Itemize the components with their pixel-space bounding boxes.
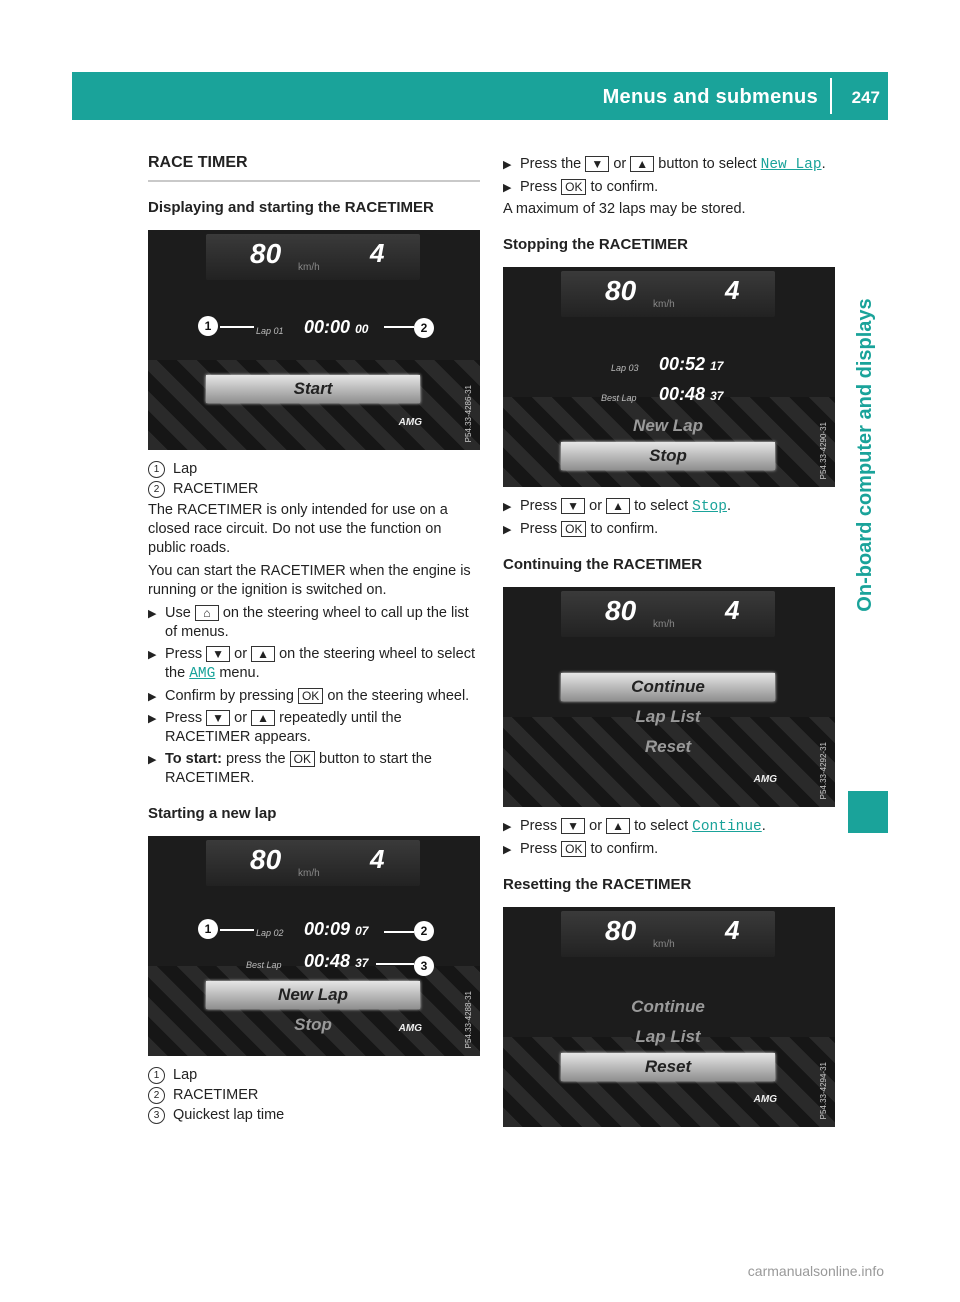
lap-label: Lap 03 [611, 363, 639, 373]
ok-key-icon: OK [298, 688, 323, 704]
lap-label: Lap 02 [256, 928, 284, 938]
best-lap-time: 00:48 37 [304, 951, 369, 971]
menu-continue: Continue [561, 673, 775, 701]
ok-key-icon: OK [561, 521, 586, 537]
left-column [148, 150, 480, 1126]
display-gear: 4 [370, 844, 385, 874]
down-key-icon: ▼ [561, 818, 585, 834]
menu-lap-list: Lap List [635, 1027, 701, 1046]
display-screen-continue [503, 587, 835, 807]
callout-line-2 [384, 931, 414, 933]
step-arrow-icon: ▶ [503, 821, 512, 833]
menu-new-lap: New Lap [206, 981, 420, 1009]
home-key-icon: ⌂ [195, 605, 219, 621]
side-tab-marker [848, 791, 888, 833]
display-screen-new-lap [148, 836, 480, 1056]
display-speed: 80 [605, 595, 637, 626]
heading-resetting: Resetting the RACETIMER [503, 876, 692, 893]
ok-key-icon: OK [561, 179, 586, 195]
step-arrow-icon: ▶ [148, 608, 157, 620]
section-title: RACE TIMER [148, 153, 480, 182]
lap-time: 00:09 07 [304, 919, 369, 939]
callout-item: 2 RACETIMER [148, 1086, 480, 1105]
callout-3: 3 [414, 956, 434, 976]
callout-item: 1 Lap [148, 1066, 480, 1085]
figure-code: P54.33-4286-31 [464, 384, 473, 442]
callout-line-1 [220, 929, 254, 931]
up-key-icon: ▲ [251, 710, 275, 726]
step-arrow-icon: ▶ [148, 691, 157, 703]
side-tab [842, 120, 888, 790]
step-arrow-icon: ▶ [148, 754, 157, 766]
step-arrow-icon: ▶ [148, 649, 157, 661]
step: ▶ Press OK to confirm. [503, 840, 835, 859]
heading-continuing: Continuing the RACETIMER [503, 556, 703, 573]
step: ▶ Press ▼ or ▲ to select Stop. [503, 498, 731, 515]
display-unit: km/h [653, 299, 675, 310]
display-screen-start [148, 230, 480, 450]
down-key-icon: ▼ [206, 646, 230, 662]
figure-code: P54.33-4290-31 [819, 421, 828, 479]
display-speed: 80 [250, 238, 282, 269]
lap-time: 00:52 17 [659, 354, 724, 374]
step: ▶ Press OK to confirm. [503, 178, 835, 197]
header-divider [830, 78, 832, 114]
step-arrow-icon: ▶ [503, 844, 512, 856]
display-speed: 80 [605, 915, 637, 946]
callout-2: 2 [414, 318, 434, 338]
menu-stop: Stop [561, 442, 775, 470]
display-screen-reset [503, 907, 835, 1127]
step-arrow-icon: ▶ [503, 501, 512, 513]
callout-1: 1 [198, 919, 218, 939]
figure-code: P54.33-4294-31 [819, 1061, 828, 1119]
step: ▶ Press ▼ or ▲ to select Continue. [503, 818, 766, 835]
menu-new-lap: New Lap [633, 416, 703, 435]
display-gear: 4 [725, 595, 740, 625]
step: ▶ Confirm by pressing OK on the steering wheel. [148, 687, 480, 706]
amg-logo: AMG [398, 417, 422, 428]
amg-logo: AMG [753, 1094, 777, 1105]
step-arrow-icon: ▶ [148, 713, 157, 725]
menu-start: Start [206, 375, 420, 403]
footer-watermark: carmanualsonline.info [747, 1263, 884, 1279]
checkered-flag-graphic [148, 360, 480, 450]
step-arrow-icon: ▶ [503, 159, 512, 171]
page-number: 247 [851, 88, 880, 107]
menu-continue: Continue [631, 997, 705, 1016]
right-column [503, 153, 835, 1137]
callout-2: 2 [414, 921, 434, 941]
display-speed: 80 [250, 844, 282, 875]
amg-logo: AMG [398, 1023, 422, 1034]
display-gear: 4 [370, 238, 385, 268]
callout-line-1 [220, 326, 254, 328]
lap-label: Lap 01 [256, 326, 284, 336]
ok-key-icon: OK [561, 841, 586, 857]
step-arrow-icon: ▶ [503, 524, 512, 536]
display-unit: km/h [298, 868, 320, 879]
up-key-icon: ▲ [606, 818, 630, 834]
menu-lap-list: Lap List [635, 707, 701, 726]
paragraph-start-conditions: You can start the RACETIMER when the engine is running or the ignition is switched on. [148, 563, 471, 598]
best-lap-time: 00:48 37 [659, 384, 724, 404]
step: ▶ Use ⌂ on the steering wheel to call up the list of menus. [148, 605, 469, 640]
up-key-icon: ▲ [606, 498, 630, 514]
down-key-icon: ▼ [561, 498, 585, 514]
paragraph-warning: The RACETIMER is only intended for use on a closed race circuit. Do not use the function on public roads. [148, 502, 448, 556]
display-speed: 80 [605, 275, 637, 306]
display-gear: 4 [725, 275, 740, 305]
step: ▶ Press ▼ or ▲ on the steering wheel to select the AMG menu. [148, 646, 475, 682]
best-lap-label: Best Lap [246, 960, 282, 970]
callout-line-2 [384, 326, 414, 328]
menu-stop: Stop [294, 1015, 332, 1034]
amg-logo: AMG [753, 774, 777, 785]
display-unit: km/h [298, 262, 320, 273]
header-title: Menus and submenus [602, 86, 818, 108]
side-tab-label: On-board computer and displays [854, 298, 876, 612]
heading-displaying: Displaying and starting the RACETIMER [148, 199, 434, 216]
display-unit: km/h [653, 939, 675, 950]
menu-reset: Reset [644, 737, 692, 756]
step: ▶ Press OK to confirm. [503, 520, 835, 539]
figure-code: P54.33-4292-31 [819, 741, 828, 799]
ok-key-icon: OK [290, 751, 315, 767]
down-key-icon: ▼ [206, 710, 230, 726]
step-arrow-icon: ▶ [503, 182, 512, 194]
up-key-icon: ▲ [630, 156, 654, 172]
heading-new-lap: Starting a new lap [148, 805, 277, 822]
heading-stopping: Stopping the RACETIMER [503, 236, 688, 253]
figure-code: P54.33-4288-31 [464, 990, 473, 1048]
display-gear: 4 [725, 915, 740, 945]
display-screen-stop [503, 267, 835, 487]
page-header [72, 72, 888, 120]
step: ▶ Press ▼ or ▲ repeatedly until the RACETIMER appears. [148, 710, 402, 745]
paragraph-max-laps: A maximum of 32 laps may be stored. [503, 201, 746, 217]
step: ▶ To start: press the OK button to start the RACETIMER. [148, 751, 432, 786]
best-lap-label: Best Lap [601, 393, 637, 403]
lap-time: 00:00 00 [304, 317, 369, 337]
callout-1: 1 [198, 316, 218, 336]
down-key-icon: ▼ [585, 156, 609, 172]
callout-item: 2 RACETIMER [148, 480, 480, 499]
callout-item: 3 Quickest lap time [148, 1106, 480, 1125]
menu-reset: Reset [561, 1053, 775, 1081]
display-unit: km/h [653, 619, 675, 630]
callout-item: 1 Lap [148, 460, 480, 479]
step: ▶ Press the ▼ or ▲ button to select New Lap. [503, 156, 826, 173]
callout-line-3 [376, 963, 414, 965]
up-key-icon: ▲ [251, 646, 275, 662]
